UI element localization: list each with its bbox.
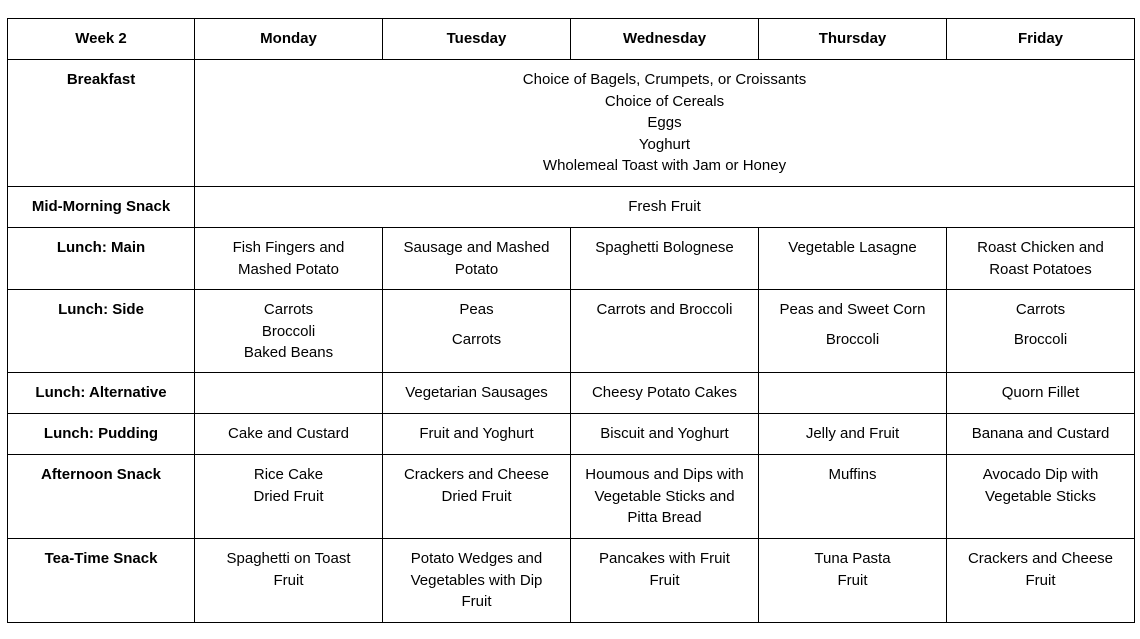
cell-text: Crackers and Cheese Dried Fruit: [403, 466, 550, 505]
cell-text: Carrots: [451, 330, 502, 348]
breakfast-row: [8, 60, 1135, 187]
lunch-pudding-monday: Cake and Custard: [195, 414, 383, 455]
day-header-monday: Monday: [195, 19, 383, 60]
lunch-main-row: [8, 228, 1135, 290]
week-label: Week 2: [8, 19, 195, 60]
cell-text: Peas and Sweet Corn: [779, 301, 926, 318]
cell-text: Crackers and Cheese Fruit: [967, 550, 1114, 589]
cell-text: Peas: [459, 301, 494, 318]
tea-time-tuesday: [383, 539, 571, 623]
lunch-alt-row: [8, 373, 1135, 414]
line-gap: [953, 321, 1128, 329]
cell-text: Muffins: [828, 466, 877, 483]
breakfast-item: Yoghurt: [638, 135, 691, 153]
row-label-lunch-pudding: Lunch: Pudding: [8, 414, 195, 455]
afternoon-friday: [947, 455, 1135, 539]
cell-text: Pancakes with Fruit Fruit: [599, 550, 730, 589]
cell-text: Houmous and Dips with Vegetable Sticks and Pitta Bread: [585, 466, 744, 526]
cell-text: Carrots: [263, 301, 314, 318]
header-row: [8, 19, 1135, 60]
day-header-wednesday: Wednesday: [571, 19, 759, 60]
cell-text: Fish Fingers and Mashed Potato: [232, 239, 345, 278]
mid-morning-value: Fresh Fruit: [195, 187, 1135, 228]
lunch-pudding-wednesday: Biscuit and Yoghurt: [571, 414, 759, 455]
lunch-alt-tuesday: Vegetarian Sausages: [383, 373, 571, 414]
afternoon-tuesday: [383, 455, 571, 539]
lunch-side-friday: [947, 290, 1135, 373]
line-gap: [389, 321, 564, 329]
row-label-afternoon-snack: Afternoon Snack: [8, 455, 195, 539]
lunch-main-thursday: [759, 228, 947, 290]
lunch-alt-friday: Quorn Fillet: [947, 373, 1135, 414]
lunch-pudding-thursday: Jelly and Fruit: [759, 414, 947, 455]
lunch-side-row: [8, 290, 1135, 373]
cell-text: Spaghetti Bolognese: [595, 239, 734, 256]
cell-text: Carrots: [1015, 301, 1066, 318]
cell-text: Vegetable Lasagne: [788, 239, 917, 256]
lunch-pudding-tuesday: Fruit and Yoghurt: [383, 414, 571, 455]
breakfast-items: [195, 60, 1135, 187]
breakfast-item: Choice of Cereals: [604, 92, 725, 110]
row-label-lunch-alt: Lunch: Alternative: [8, 373, 195, 414]
lunch-alt-wednesday: Cheesy Potato Cakes: [571, 373, 759, 414]
breakfast-item: Choice of Bagels, Crumpets, or Croissants: [522, 71, 807, 88]
breakfast-item: Eggs: [647, 114, 682, 131]
lunch-main-tuesday: [383, 228, 571, 290]
cell-text: Broccoli: [825, 330, 880, 348]
lunch-main-wednesday: [571, 228, 759, 290]
tea-time-wednesday: [571, 539, 759, 623]
line-gap: [765, 321, 940, 329]
lunch-side-thursday: [759, 290, 947, 373]
cell-text: Carrots and Broccoli: [596, 301, 733, 318]
tea-time-snack-row: [8, 539, 1135, 623]
lunch-alt-thursday: [759, 373, 947, 414]
afternoon-snack-row: [8, 455, 1135, 539]
cell-text: Broccoli: [1013, 330, 1068, 348]
tea-time-friday: [947, 539, 1135, 623]
mid-morning-row: [8, 187, 1135, 228]
cell-text: Rice Cake Dried Fruit: [253, 466, 324, 505]
row-label-lunch-side: Lunch: Side: [8, 290, 195, 373]
lunch-pudding-row: [8, 414, 1135, 455]
breakfast-item: Wholemeal Toast with Jam or Honey: [542, 157, 787, 174]
day-header-thursday: Thursday: [759, 19, 947, 60]
lunch-side-monday: [195, 290, 383, 373]
lunch-main-monday: [195, 228, 383, 290]
cell-text: Roast Chicken and Roast Potatoes: [977, 239, 1104, 278]
lunch-pudding-friday: Banana and Custard: [947, 414, 1135, 455]
afternoon-thursday: [759, 455, 947, 539]
row-label-lunch-main: Lunch: Main: [8, 228, 195, 290]
lunch-side-wednesday: [571, 290, 759, 373]
afternoon-monday: [195, 455, 383, 539]
afternoon-wednesday: [571, 455, 759, 539]
row-label-mid-morning: Mid-Morning Snack: [8, 187, 195, 228]
cell-text: Spaghetti on Toast Fruit: [226, 550, 351, 589]
cell-text: Tuna Pasta Fruit: [814, 550, 891, 589]
row-label-breakfast: Breakfast: [8, 60, 195, 187]
day-header-friday: Friday: [947, 19, 1135, 60]
cell-text: Baked Beans: [243, 344, 334, 361]
lunch-main-friday: [947, 228, 1135, 290]
weekly-menu-table: [7, 18, 1135, 623]
cell-text: Sausage and Mashed Potato: [403, 239, 550, 278]
cell-text: Potato Wedges and Vegetables with Dip Fruit: [410, 550, 543, 610]
cell-text: Broccoli: [261, 322, 316, 340]
cell-text: Avocado Dip with Vegetable Sticks: [982, 466, 1099, 505]
tea-time-thursday: [759, 539, 947, 623]
row-label-tea-time-snack: Tea-Time Snack: [8, 539, 195, 623]
lunch-alt-monday: [195, 373, 383, 414]
tea-time-monday: [195, 539, 383, 623]
day-header-tuesday: Tuesday: [383, 19, 571, 60]
lunch-side-tuesday: [383, 290, 571, 373]
